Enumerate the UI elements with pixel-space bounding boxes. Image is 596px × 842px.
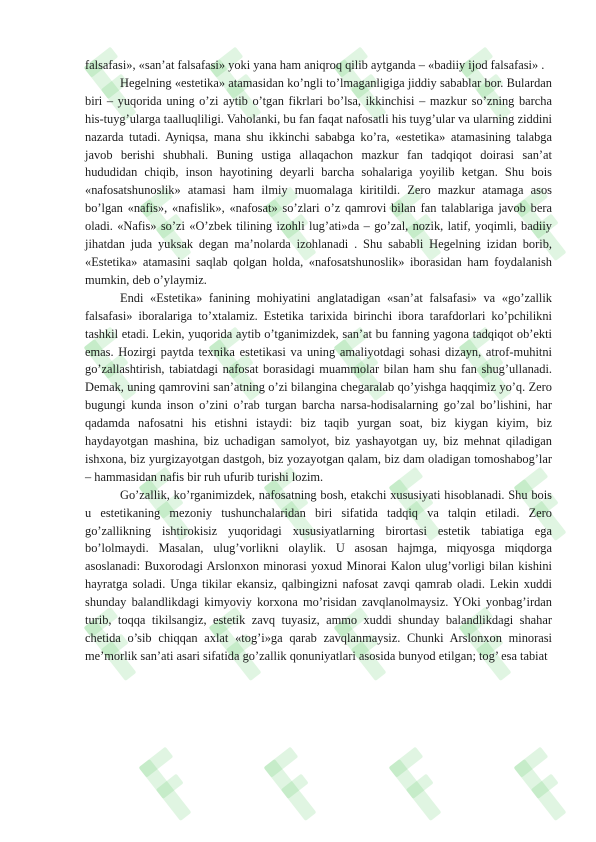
watermark-mark xyxy=(264,747,333,822)
paragraph: falsafasi», «san’at falsafasi» yoki yana ham aniqroq qilib aytganda – «badiiy ijod falsafasi» . xyxy=(85,58,545,72)
paragraph: Hegelning «estetika» atamasidan ko’ngli to’lmaganligiga jiddiy sabablar bor. Bulardan biri – yuqorida uning o’zi aytib o’tgan fikrlari bo’lsa, ikkinchisi – mazkur so’zning barcha his-tuyg’ularga taalluqliligi. Vaholanki, bu fan faqat nafosatli his tuyg’ular va ularning ziddini nazarda tutadi. Ayniqsa, mana shu ikkinchi sababga ko’ra, «estetika» atamasining talabga javob berishi shubhali. Buning ustiga allaqachon mazkur fan tadqiqot doirasi san’at hududidan chiqib, inson hayotining deyarli barcha sohalariga yoyilib ketgan. Shu bois «nafosatshunoslik» atamasi ham ilmiy muomalaga kiritildi. Zero mazkur atamaga asos bo’lgan «nafis», «nafislik», «nafosat» so’zlari o’z qamrovi bilan fan talablariga javob bera oladi. «Nafis» so’zi «O’zbek tilining izohli lug’ati»da – go’zal, nozik, latif, yoqimli, badiiy jihatdan juda yuksak degan ma’nolarda izohlanadi . Shu sababli Hegelning izidan borib, «Estetika» atamasini saqlab qolgan holda, «nafosatshunoslik» iborasidan ham foydalanish mumkin, deb o’ylaymiz. xyxy=(85,75,552,287)
paragraph: Go’zallik, ko’rganimizdek, nafosatning bosh, etakchi xususiyati hisoblanadi. Shu bois u estetikaning mezoniy tushunchalaridan biri sifatida tadqiq va talqin etiladi. Zero go’zallikning ishtirokisiz yuqoridagi xususiyatlarning birortasi estetik tabiatiga ega bo’lolmaydi. Masalan, ulug’vorlikni olaylik. U asosan hajmga, miqyosga miqdorga asoslanadi: Buxorodagi Arslonxon minorasi yoxud Minorai Kalon ulug’vorligi bilan kishini hayratga soladi. Unga tikilar ekansiz, qalbingizni nafosat zavqi qamrab oladi. Lekin xuddi shunday balandlikdagi kimyoviy korxona mo’risidan zavqlanolmaysiz. YOki yonbag’irdan turib, toqqa tikilsangiz, estetik zavq tuyasiz, ammo xuddi shunday balandlikdagi shahar chetida o’sib chiqqan axlat «tog’i»ga qarab zavqlanmaysiz. Chunki Arslonxon minorasi me’morlik san’ati asari sifatida go’zallik qonuniyatlari asosida bunyod etilgan; tog’ esa tabiat xyxy=(85,487,552,663)
body-text xyxy=(85,57,552,666)
watermark-mark xyxy=(389,747,458,822)
watermark-mark xyxy=(514,747,583,822)
paragraph: Endi «Estetika» fanining mohiyatini anglatadigan «san’at falsafasi» va «go’zallik falsafasi» iboralariga to’xtalamiz. Estetika tarixida birinchi ibora tarafdorlari ko’pchilikni tashkil etadi. Lekin, yuqorida aytib o’tganimizdek, san’at bu fanning yagona tadqiqot ob’ekti emas. Hozirgi paytda texnika estetikasi va uning amaliyotdagi sohasi dizayn, atrof-muhitni go’zallashtirish, tabiatdagi nafosat borasidagi muammolar bilan ham shu fan shug’ullanadi. Demak, uning qamrovini san’atning o’zi bilangina chegaralab qo’yishga haqqimiz yo’q. Zero bugungi kunda inson o’zini o’rab turgan barcha narsa-hodisalarning go’zal bo’lishini, har qadamda nafosatni his etishni istaydi: biz taqib yurgan soat, biz kiygan kiyim, biz haydayotgan mashina, biz uchadigan samolyot, biz yashayotgan uy, biz mehnat qiladigan ishxona, biz yurgizayotgan dastgoh, biz yozayotgan qalam, biz dam oladigan tomoshabog’lar – hammasidan nafis bir ruh ufurib turishi lozim. xyxy=(85,290,552,484)
watermark-mark xyxy=(139,747,208,822)
